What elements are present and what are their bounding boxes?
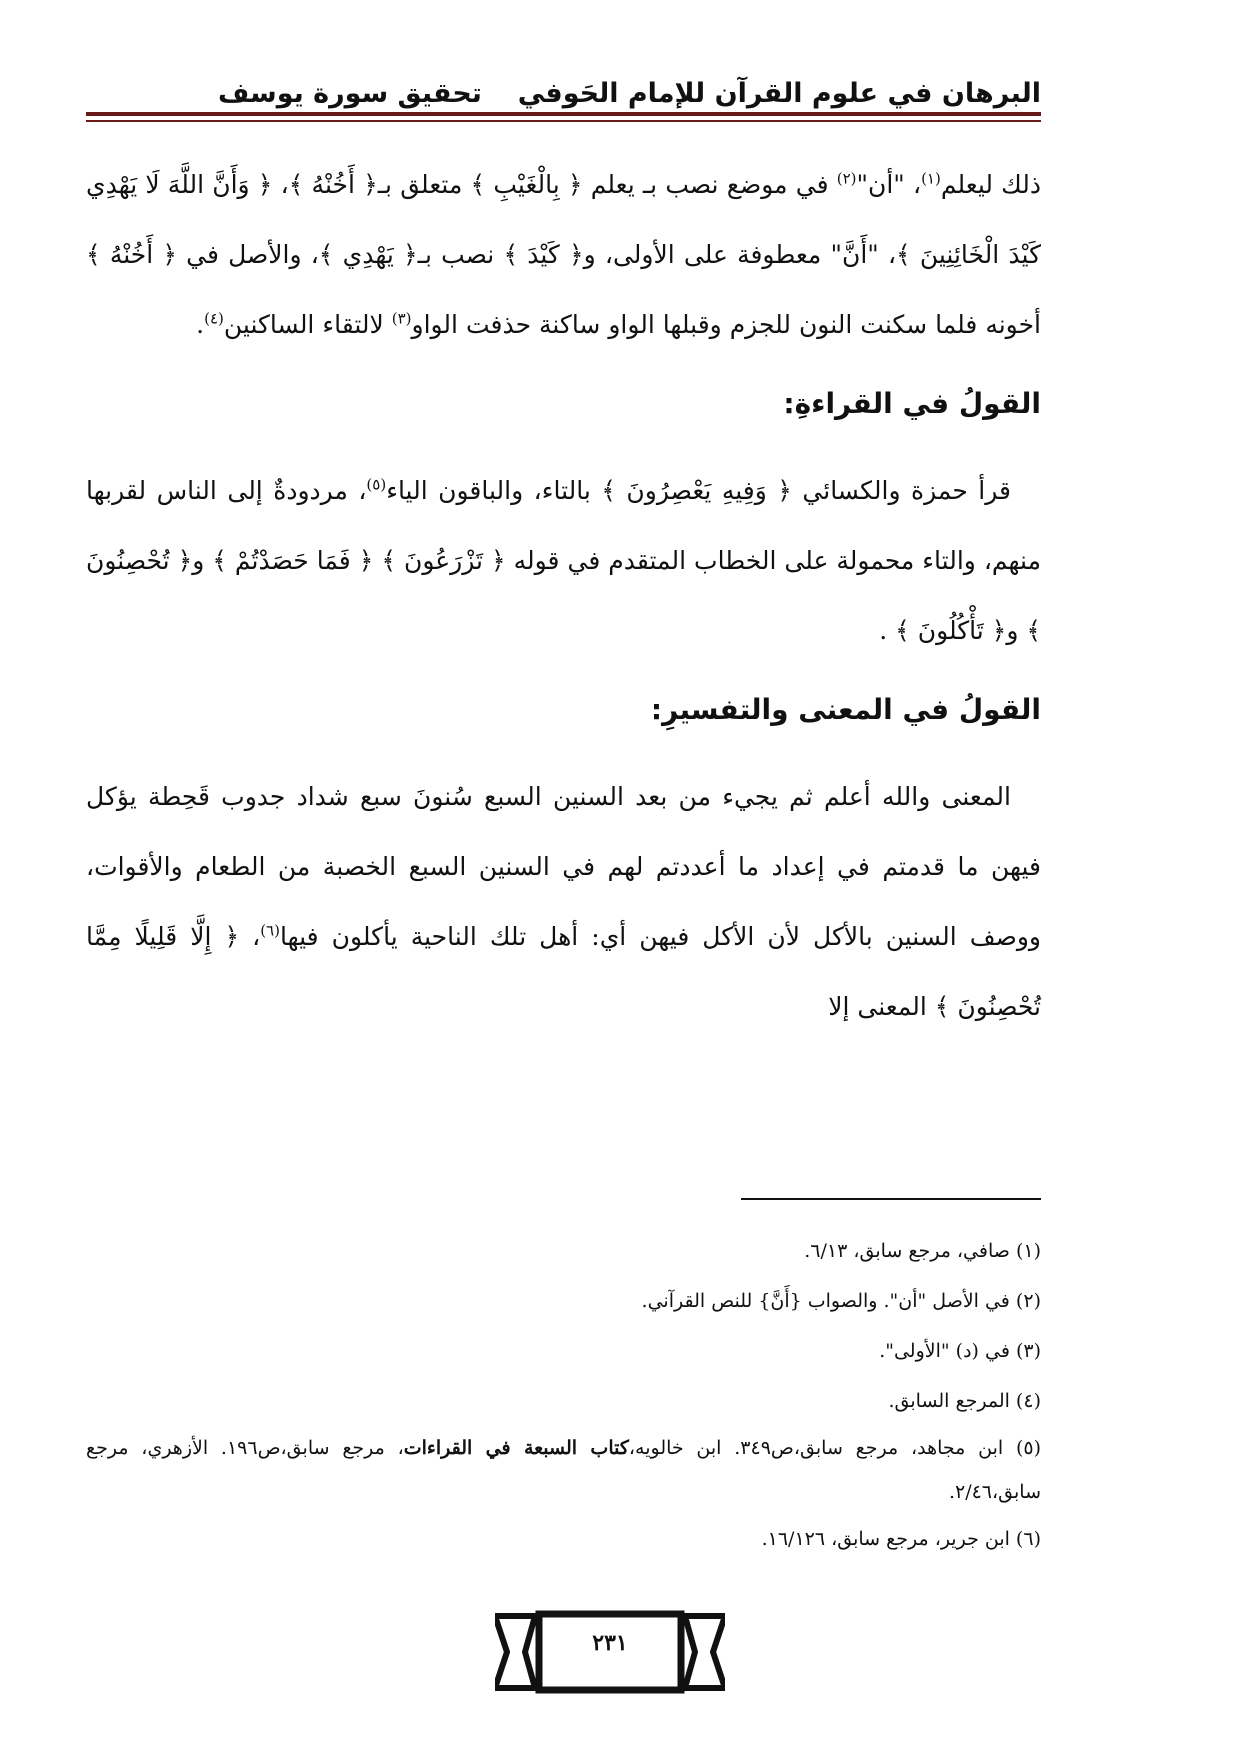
footnote-1: (١) صافي، مرجع سابق، ٦/١٣. [804, 1240, 1041, 1262]
footnotes [86, 1226, 1041, 1564]
paragraph-2-part-a: قرأ حمزة والكسائي ﴿ وَفِيهِ يَعْصِرُونَ ﴾ بالتاء، والباقون الياء [386, 476, 1011, 505]
book-title: البرهان في علوم القرآن للإمام الحَوفي [517, 78, 1041, 109]
paragraph-1 [86, 150, 1041, 360]
paragraph-1-part-c: في موضع نصب بـ يعلم ﴿ بِالْغَيْبِ ﴾ متعلق بـ﴿ أَخُنْهُ ﴾، ﴿ وَأَنَّ اللَّهَ لَا يَهْدِي كَيْدَ الْخَائِنِينَ ﴾، "أَنَّ" معطوفة على الأولى، و﴿ كَيْدَ ﴾ نصب بـ﴿ يَهْدِي ﴾، والأصل في ﴿ أَخُنْهُ ﴾ أخونه فلما سكنت النون للجزم وقبلها الواو ساكنة حذفت الواو [86, 170, 1041, 339]
footnote-ref-3: (٣) [391, 309, 412, 328]
paragraph-3-part-a: المعنى والله أعلم ثم يجيء من بعد السنين السبع سُنونَ سبع شداد جدوب قَحِطة يؤكل فيهن ما قدمتم في إعداد ما أعددتم لهم في السنين السبع الخصبة من الطعام والأقوات، ووصف السنين بالأكل لأن الأكل فيهن أي: أهل تلك الناحية يأكلون فيها [86, 782, 1041, 951]
page-number: ٢٣١ [592, 1630, 628, 1656]
paragraph-1-part-b: ، "أن" [856, 170, 922, 199]
footnote-ref-2: (٢) [836, 169, 857, 188]
footnote-6: (٦) ابن جرير، مرجع سابق، ١٦/١٢٦. [761, 1528, 1041, 1550]
paragraph-3-part-b: ، ﴿ إِلَّا قَلِيلًا مِمَّا تُحْصِنُونَ ﴾ المعنى إلا [86, 922, 1041, 1021]
footnote-5-book-title: كتاب السبعة في القراءات [403, 1437, 629, 1459]
footnote-ref-4: (٤) [204, 309, 224, 328]
paragraph-2-part-b: ، مردودةٌ إلى الناس لقربها منهم، والتاء محمولة على الخطاب المتقدم في قوله ﴿ تَزْرَعُونَ ﴾ ﴿ فَمَا حَصَدْتُمْ ﴾ و﴿ تُحْصِنُونَ ﴾ و﴿ تَأْكُلُونَ ﴾ . [86, 476, 1041, 645]
footnote-ref-6: (٦) [260, 921, 280, 940]
paragraph-1-part-a: ذلك ليعلم [940, 170, 1041, 199]
footnote-ref-1: (١) [921, 169, 941, 188]
footnote-5-part-a: (٥) ابن مجاهد، مرجع سابق،ص٣٤٩. ابن خالويه، [628, 1437, 1041, 1459]
paragraph-3 [86, 762, 1041, 1042]
footnote-4: (٤) المرجع السابق. [888, 1390, 1041, 1412]
header-rule-thin [86, 120, 1041, 122]
running-header [86, 78, 1041, 108]
chapter-title: تحقيق سورة يوسف [218, 78, 482, 109]
footnote-5-part-b: ، مرجع سابق،ص١٩٦. الأزهري، مرجع سابق،٢/٤٦. [86, 1437, 1041, 1503]
footnote-separator [741, 1198, 1041, 1200]
paragraph-1-part-e: . [196, 310, 205, 339]
section-heading-meaning: القولُ في المعنى والتفسيرِ: [650, 693, 1041, 726]
section-heading-readings: القولُ في القراءةِ: [783, 387, 1041, 420]
footnote-ref-5: (٥) [366, 475, 387, 494]
footnote-2: (٢) في الأصل "أن". والصواب {أَنَّ} للنص القرآني. [641, 1290, 1041, 1312]
header-rule-thick [86, 112, 1041, 116]
paragraph-2 [86, 456, 1041, 666]
main-text [86, 150, 1041, 1042]
paragraph-1-part-d: لالتقاء الساكنين [223, 310, 392, 339]
footnote-3: (٣) في (د) "الأولى". [879, 1340, 1041, 1362]
footnote-5 [86, 1426, 1041, 1514]
